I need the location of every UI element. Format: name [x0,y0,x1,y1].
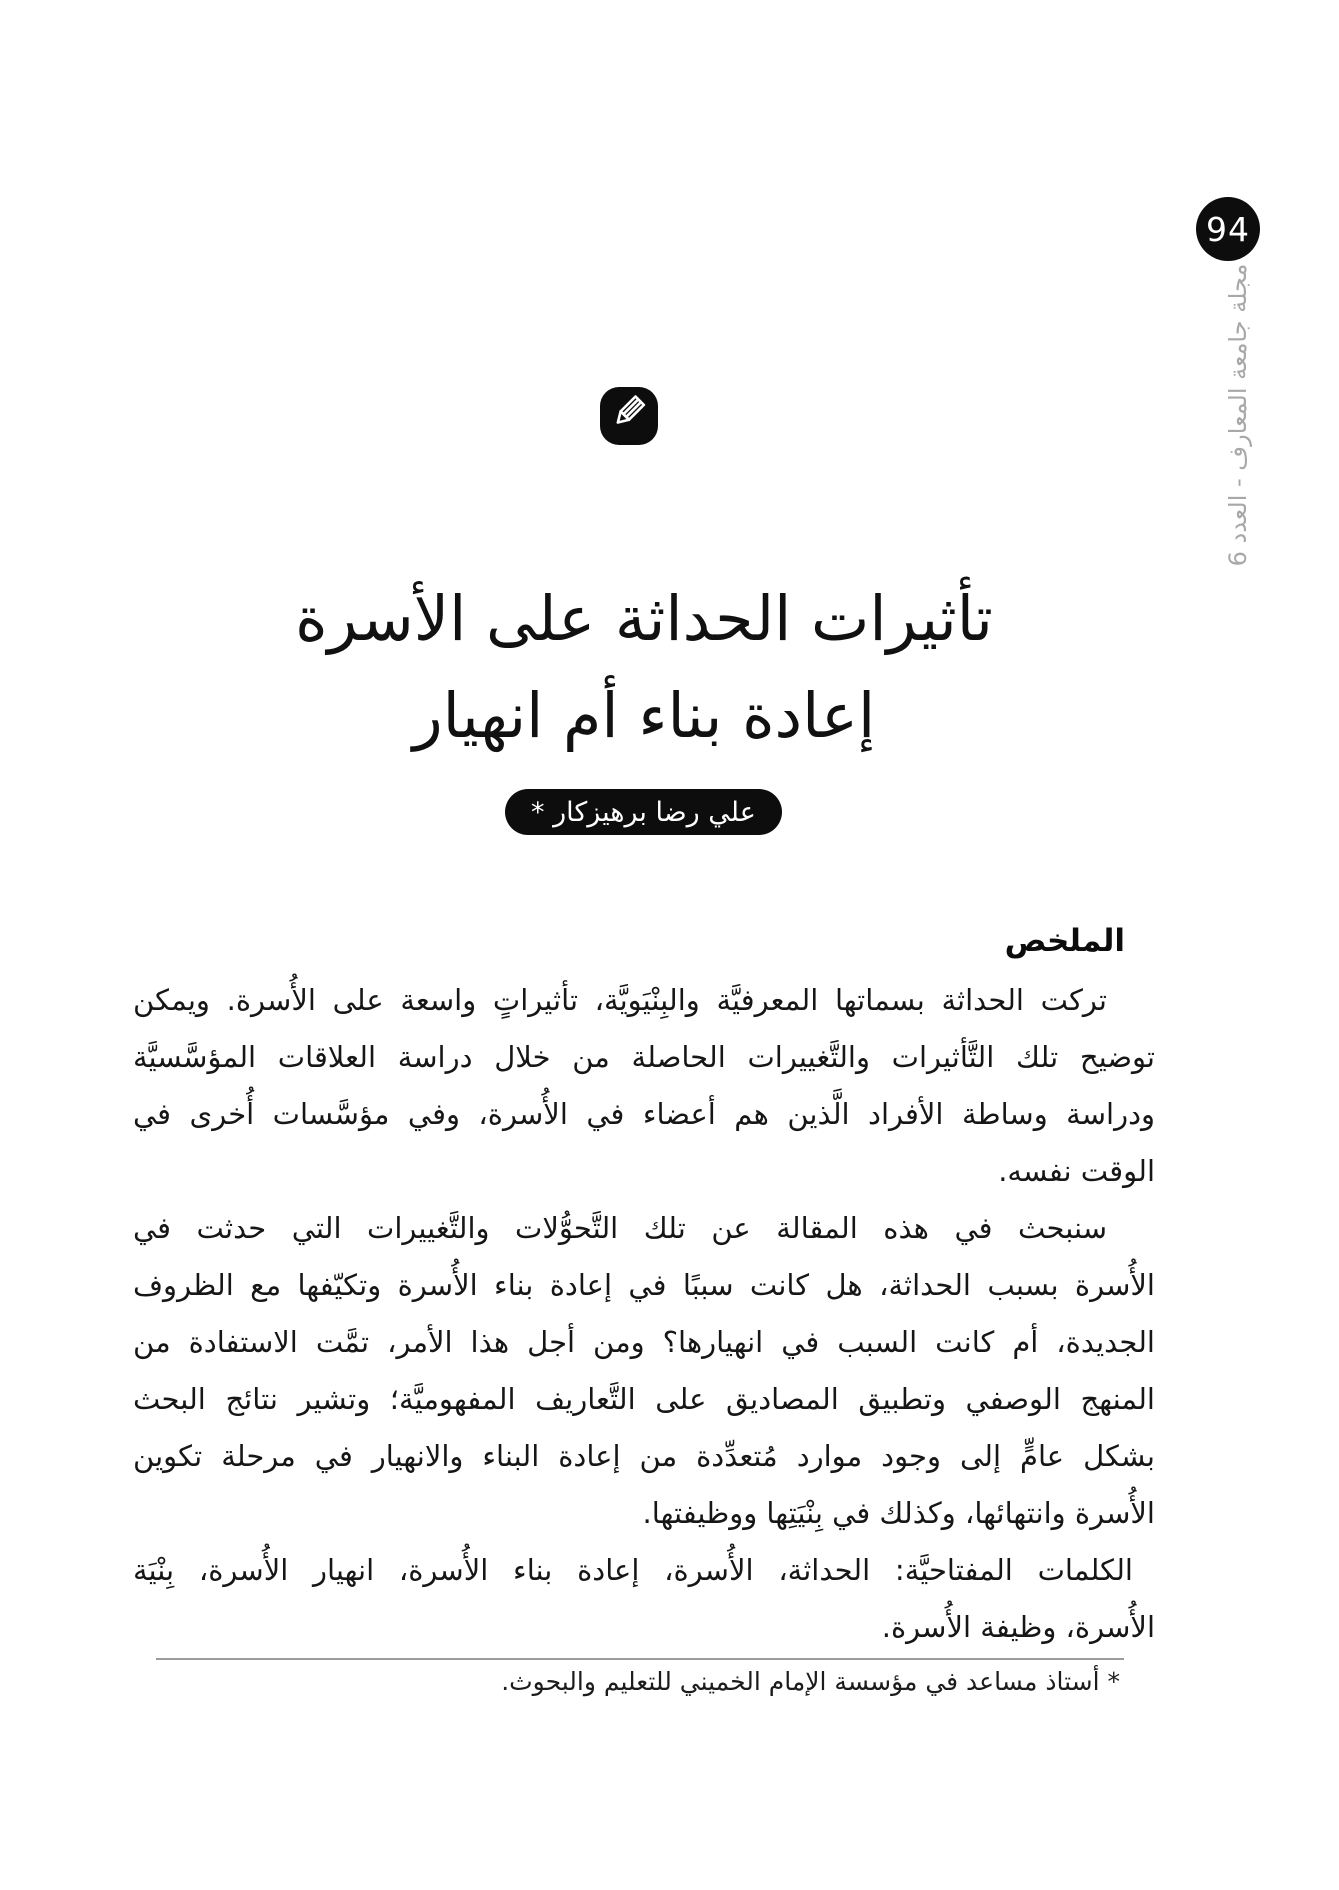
abstract-body [133,972,1155,1656]
abstract-line: الوقت نفسه. [998,1154,1155,1188]
author-badge [505,789,782,835]
footnote-divider [156,1658,1124,1660]
abstract-line: تركت الحداثة بسماتها المعرفيَّة والبِنْيَويَّة، تأثيراتٍ واسعة على الأُسرة. ويمكن [133,983,1107,1017]
article-type-badge [600,387,658,445]
abstract-line: المنهج الوصفي وتطبيق المصاديق على التَّعاريف المفهوميَّة؛ وتشير نتائج البحث [133,1382,1155,1416]
abstract-heading: الملخص [1004,923,1125,959]
author-name: علي رضا برهيزكار * [531,796,756,828]
article-title-line2: إعادة بناء أم انهيار [412,679,876,752]
page-number: 94 [1206,209,1250,249]
journal-name-vertical: مجلة جامعة المعارف - العدد 6 [1224,263,1252,567]
page-number-badge [1196,197,1260,261]
abstract-line: الأُسرة، وظيفة الأُسرة. [881,1610,1155,1644]
article-title [133,570,1155,764]
article-title-line1: تأثيرات الحداثة على الأسرة [295,582,993,655]
pencil-icon [608,393,650,439]
abstract-line: بشكل عامٍّ إلى وجود موارد مُتعدِّدة من إعادة البناء والانهيار في مرحلة تكوين [133,1439,1155,1473]
abstract-line: ودراسة وساطة الأفراد الَّذين هم أعضاء في الأُسرة، وفي مؤسَّسات أُخرى في [133,1097,1155,1131]
abstract-line: سنبحث في هذه المقالة عن تلك التَّحوُّلات والتَّغييرات التي حدثت في [133,1211,1107,1245]
abstract-line: الكلمات المفتاحيَّة: الحداثة، الأُسرة، إعادة بناء الأُسرة، انهيار الأُسرة، بِنْيَة [133,1553,1133,1587]
footnote-text: * أستاذ مساعد في مؤسسة الإمام الخميني للتعليم والبحوث. [501,1667,1120,1696]
abstract-line: الأُسرة وانتهائها، وكذلك في بِنْيَتِها ووظيفتها. [642,1496,1155,1530]
abstract-line: توضيح تلك التَّأثيرات والتَّغييرات الحاصلة من خلال دراسة العلاقات المؤسَّسيَّة [133,1040,1155,1074]
abstract-line: الأُسرة بسبب الحداثة، هل كانت سببًا في إعادة بناء الأُسرة وتكيّفها مع الظروف [133,1268,1155,1302]
abstract-line: الجديدة، أم كانت السبب في انهيارها؟ ومن أجل هذا الأمر، تمَّت الاستفادة من [133,1325,1155,1359]
